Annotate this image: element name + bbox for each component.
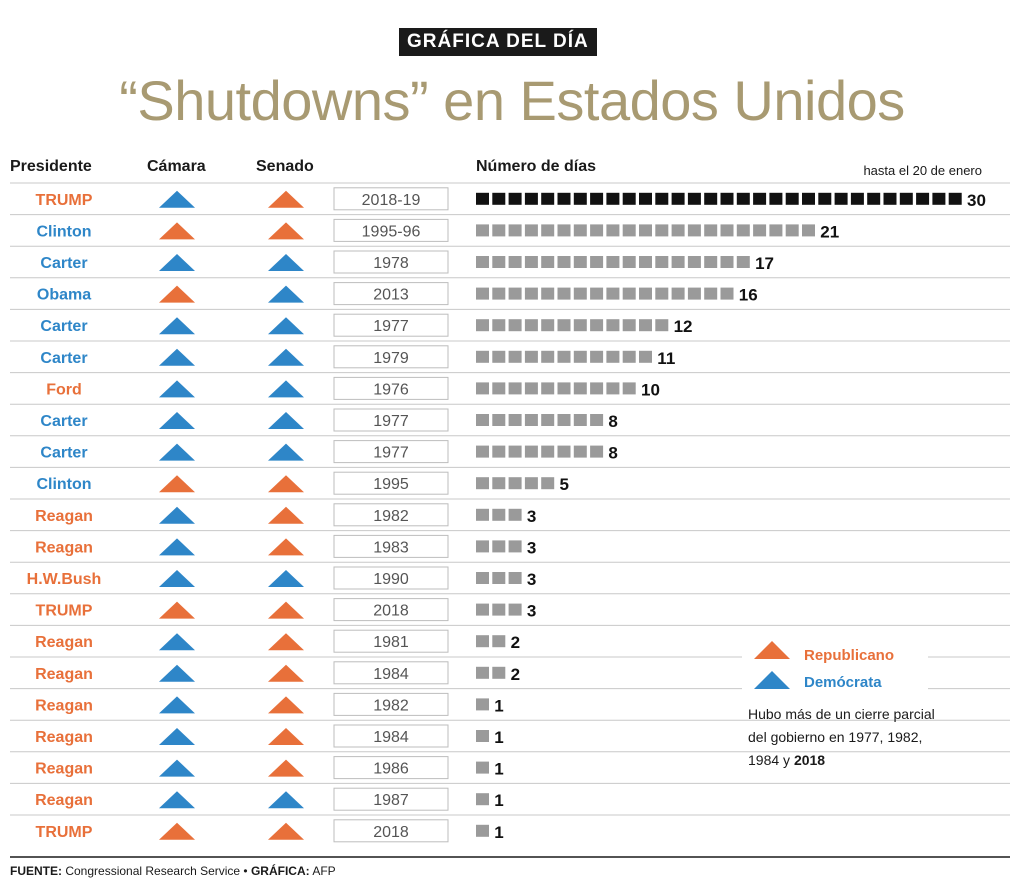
bar-day bbox=[623, 288, 636, 300]
bar-day bbox=[558, 288, 571, 300]
bar-day bbox=[590, 288, 603, 300]
bar-day bbox=[509, 572, 522, 584]
bar-day bbox=[476, 604, 489, 616]
bar-day bbox=[737, 193, 750, 205]
bar-day bbox=[541, 319, 554, 331]
year-label: 1995 bbox=[373, 476, 409, 494]
bar-day bbox=[525, 446, 538, 458]
value-label: 3 bbox=[526, 506, 537, 526]
bar-day bbox=[655, 319, 668, 331]
year-label: 1987 bbox=[373, 792, 409, 810]
camara-triangle-icon bbox=[159, 760, 195, 777]
senado-triangle-icon bbox=[268, 222, 304, 239]
president-label: Reagan bbox=[35, 507, 93, 525]
bar-day bbox=[672, 193, 685, 205]
bar-day bbox=[574, 193, 587, 205]
president-label: TRUMP bbox=[35, 823, 93, 841]
bar-day bbox=[753, 224, 766, 236]
bar-day bbox=[916, 193, 929, 205]
bar-day bbox=[492, 288, 505, 300]
year-label: 1982 bbox=[373, 507, 409, 525]
camara-triangle-icon bbox=[159, 633, 195, 650]
president-label: Reagan bbox=[35, 697, 93, 715]
legend-republicano-icon bbox=[752, 639, 792, 661]
bar-day bbox=[525, 414, 538, 426]
year-label: 1986 bbox=[373, 760, 409, 778]
bar-day bbox=[574, 224, 587, 236]
value-label: 11 bbox=[657, 348, 676, 368]
bar-day bbox=[590, 382, 603, 394]
bar-day bbox=[558, 414, 571, 426]
bar-day bbox=[818, 193, 831, 205]
bar-day bbox=[541, 414, 554, 426]
bar-day bbox=[509, 351, 522, 363]
camara-triangle-icon bbox=[159, 349, 195, 366]
column-header-camara: Cámara bbox=[147, 158, 206, 175]
year-label: 1995-96 bbox=[361, 223, 421, 241]
bar-day bbox=[558, 446, 571, 458]
president-label: Carter bbox=[40, 255, 88, 272]
bar-day bbox=[558, 193, 571, 205]
bar-day bbox=[639, 193, 652, 205]
legend-note: Hubo más de un cierre parcial del gobierno en 1977, 1982, 1984 y 2018 bbox=[748, 706, 935, 768]
bar-day bbox=[492, 351, 505, 363]
value-label: 3 bbox=[526, 538, 537, 558]
bar-day bbox=[509, 446, 522, 458]
year-label: 1977 bbox=[373, 444, 409, 462]
bar-day bbox=[672, 256, 685, 268]
bar-day bbox=[492, 319, 505, 331]
bar-day bbox=[721, 193, 734, 205]
president-label: Reagan bbox=[35, 665, 93, 683]
senado-triangle-icon bbox=[268, 254, 304, 271]
senado-triangle-icon bbox=[268, 380, 304, 397]
bar-day bbox=[476, 698, 489, 710]
senado-triangle-icon bbox=[268, 349, 304, 366]
camara-triangle-icon bbox=[159, 823, 195, 840]
bar-day bbox=[558, 382, 571, 394]
bar-day bbox=[639, 288, 652, 300]
bar-day bbox=[672, 288, 685, 300]
president-label: Ford bbox=[46, 381, 82, 399]
bar-day bbox=[476, 762, 489, 774]
bar-day bbox=[509, 509, 522, 521]
bar-day bbox=[509, 382, 522, 394]
senado-triangle-icon bbox=[268, 444, 304, 461]
bar-day bbox=[525, 224, 538, 236]
bar-day bbox=[492, 635, 505, 647]
senado-triangle-icon bbox=[268, 475, 304, 492]
bar-day bbox=[590, 351, 603, 363]
legend-republicano-label: Republicano bbox=[804, 647, 895, 664]
bar-day bbox=[509, 193, 522, 205]
bar-day bbox=[476, 509, 489, 521]
year-label: 1977 bbox=[373, 413, 409, 430]
bar-day bbox=[574, 288, 587, 300]
bar-day bbox=[655, 288, 668, 300]
bar-day bbox=[606, 288, 619, 300]
bar-day bbox=[590, 414, 603, 426]
bar-day bbox=[574, 319, 587, 331]
value-label: 16 bbox=[738, 285, 758, 305]
bar-day bbox=[574, 414, 587, 426]
bar-day bbox=[492, 414, 505, 426]
bar-day bbox=[476, 224, 489, 236]
year-label: 1990 bbox=[373, 571, 409, 588]
senado-triangle-icon bbox=[268, 760, 304, 777]
bar-day bbox=[802, 193, 815, 205]
bar-day bbox=[802, 224, 815, 236]
value-label: 17 bbox=[755, 254, 775, 273]
as-of-note: hasta el 20 de enero bbox=[863, 163, 982, 178]
bar-day bbox=[623, 351, 636, 363]
value-label: 2 bbox=[510, 664, 521, 684]
value-label: 1 bbox=[494, 759, 504, 779]
bar-day bbox=[623, 319, 636, 331]
bar-day bbox=[753, 193, 766, 205]
bar-day bbox=[639, 224, 652, 236]
bar-day bbox=[606, 193, 619, 205]
senado-triangle-icon bbox=[268, 317, 304, 334]
president-label: Reagan bbox=[35, 539, 93, 557]
bar-day bbox=[737, 224, 750, 236]
value-label: 1 bbox=[494, 822, 504, 842]
legend-democrata-label: Demócrata bbox=[804, 674, 882, 691]
bar-day bbox=[704, 256, 717, 268]
year-label: 1984 bbox=[373, 665, 409, 683]
president-label: Carter bbox=[40, 413, 88, 430]
year-label: 2018 bbox=[373, 602, 409, 620]
camara-triangle-icon bbox=[159, 475, 195, 492]
bar-day bbox=[688, 288, 701, 300]
president-label: Reagan bbox=[35, 634, 93, 652]
bar-day bbox=[704, 193, 717, 205]
camara-triangle-icon bbox=[159, 665, 195, 682]
bar-day bbox=[525, 382, 538, 394]
bar-day bbox=[688, 224, 701, 236]
bar-day bbox=[574, 351, 587, 363]
bar-day bbox=[606, 224, 619, 236]
bar-day bbox=[476, 414, 489, 426]
president-label: Carter bbox=[40, 444, 88, 462]
camara-triangle-icon bbox=[159, 538, 195, 555]
value-label: 8 bbox=[608, 412, 618, 431]
bar-day bbox=[900, 193, 913, 205]
president-label: Reagan bbox=[35, 760, 93, 778]
bar-day bbox=[721, 256, 734, 268]
bar-day bbox=[688, 193, 701, 205]
bar-day bbox=[590, 193, 603, 205]
president-label: Clinton bbox=[36, 223, 92, 241]
bar-day bbox=[558, 351, 571, 363]
bar-day bbox=[476, 635, 489, 647]
senado-triangle-icon bbox=[268, 823, 304, 840]
legend-democrata-icon bbox=[752, 669, 792, 691]
president-label: TRUMP bbox=[35, 602, 93, 620]
bar-day bbox=[606, 351, 619, 363]
president-label: H.W.Bush bbox=[26, 571, 102, 588]
bar-day bbox=[655, 256, 668, 268]
year-label: 1983 bbox=[373, 539, 409, 557]
value-label: 21 bbox=[820, 222, 840, 242]
section-tag: GRÁFICA DEL DÍA bbox=[399, 28, 597, 56]
senado-triangle-icon bbox=[268, 286, 304, 303]
president-label: Clinton bbox=[36, 476, 92, 494]
bar-day bbox=[655, 224, 668, 236]
camara-triangle-icon bbox=[159, 507, 195, 524]
senado-triangle-icon bbox=[268, 507, 304, 524]
camara-triangle-icon bbox=[159, 570, 195, 587]
president-label: Carter bbox=[40, 349, 88, 367]
bar-day bbox=[525, 477, 538, 489]
senado-triangle-icon bbox=[268, 412, 304, 429]
bar-day bbox=[655, 193, 668, 205]
camara-triangle-icon bbox=[159, 444, 195, 461]
camara-triangle-icon bbox=[159, 222, 195, 239]
bar-day bbox=[721, 288, 734, 300]
camara-triangle-icon bbox=[159, 317, 195, 334]
bar-day bbox=[476, 193, 489, 205]
camara-triangle-icon bbox=[159, 254, 195, 271]
bar-day bbox=[884, 193, 897, 205]
bar-day bbox=[509, 319, 522, 331]
bar-day bbox=[558, 319, 571, 331]
bar-day bbox=[835, 193, 848, 205]
bar-day bbox=[492, 193, 505, 205]
column-header-presidente: Presidente bbox=[10, 158, 92, 175]
senado-triangle-icon bbox=[268, 665, 304, 682]
bar-day bbox=[509, 604, 522, 616]
bar-day bbox=[476, 351, 489, 363]
year-label: 2018-19 bbox=[361, 191, 421, 209]
bar-day bbox=[704, 224, 717, 236]
camara-triangle-icon bbox=[159, 696, 195, 713]
bar-day bbox=[476, 256, 489, 268]
year-label: 1976 bbox=[373, 381, 409, 399]
bar-day bbox=[786, 193, 799, 205]
bar-day bbox=[558, 224, 571, 236]
bar-day bbox=[769, 193, 782, 205]
bar-day bbox=[492, 224, 505, 236]
camara-triangle-icon bbox=[159, 602, 195, 619]
bar-day bbox=[688, 256, 701, 268]
bar-day bbox=[623, 224, 636, 236]
bar-day bbox=[509, 477, 522, 489]
year-label: 2013 bbox=[373, 286, 409, 304]
value-label: 2 bbox=[510, 633, 521, 653]
bar-day bbox=[525, 319, 538, 331]
senado-triangle-icon bbox=[268, 602, 304, 619]
bar-day bbox=[476, 730, 489, 742]
bar-day bbox=[509, 288, 522, 300]
bar-day bbox=[492, 256, 505, 268]
bar-day bbox=[606, 382, 619, 394]
bar-day bbox=[639, 256, 652, 268]
senado-triangle-icon bbox=[268, 728, 304, 745]
bar-day bbox=[786, 224, 799, 236]
source-line: FUENTE: Congressional Research Service • GRÁFICA: AFP bbox=[10, 864, 336, 878]
value-label: 30 bbox=[967, 190, 986, 210]
bar-day bbox=[492, 382, 505, 394]
value-label: 12 bbox=[673, 317, 693, 337]
bar-day bbox=[525, 193, 538, 205]
bar-day bbox=[590, 319, 603, 331]
bar-day bbox=[476, 793, 489, 805]
bar-day bbox=[623, 256, 636, 268]
value-label: 1 bbox=[494, 791, 504, 811]
year-label: 1984 bbox=[373, 729, 409, 746]
bar-day bbox=[606, 319, 619, 331]
bar-day bbox=[574, 382, 587, 394]
bar-day bbox=[492, 446, 505, 458]
bar-day bbox=[525, 256, 538, 268]
year-label: 2018 bbox=[373, 823, 409, 841]
value-label: 1 bbox=[494, 728, 504, 747]
bar-day bbox=[525, 288, 538, 300]
bar-day bbox=[492, 509, 505, 521]
bar-day bbox=[541, 351, 554, 363]
bar-day bbox=[476, 572, 489, 584]
column-header-senado: Senado bbox=[256, 158, 314, 175]
bar-day bbox=[509, 256, 522, 268]
bar-day bbox=[476, 477, 489, 489]
bar-day bbox=[672, 224, 685, 236]
bar-day bbox=[541, 224, 554, 236]
bar-day bbox=[492, 540, 505, 552]
bar-day bbox=[541, 446, 554, 458]
bar-day bbox=[476, 288, 489, 300]
bar-day bbox=[476, 825, 489, 837]
value-label: 5 bbox=[559, 475, 569, 495]
senado-triangle-icon bbox=[268, 791, 304, 808]
bar-day bbox=[476, 446, 489, 458]
bar-day bbox=[590, 446, 603, 458]
bar-day bbox=[639, 351, 652, 363]
president-label: TRUMP bbox=[35, 191, 93, 209]
bar-day bbox=[574, 446, 587, 458]
bar-day bbox=[492, 572, 505, 584]
bar-day bbox=[932, 193, 945, 205]
bar-day bbox=[574, 256, 587, 268]
camara-triangle-icon bbox=[159, 412, 195, 429]
bar-day bbox=[737, 256, 750, 268]
bar-day bbox=[541, 477, 554, 489]
bar-day bbox=[769, 224, 782, 236]
value-label: 3 bbox=[526, 570, 537, 589]
president-label: Obama bbox=[36, 286, 92, 304]
bar-day bbox=[541, 382, 554, 394]
bar-day bbox=[492, 667, 505, 679]
value-label: 8 bbox=[608, 443, 618, 463]
year-label: 1979 bbox=[373, 349, 409, 367]
camara-triangle-icon bbox=[159, 286, 195, 303]
bar-day bbox=[476, 667, 489, 679]
bar-day bbox=[606, 256, 619, 268]
bar-day bbox=[509, 414, 522, 426]
senado-triangle-icon bbox=[268, 538, 304, 555]
camara-triangle-icon bbox=[159, 191, 195, 208]
bar-day bbox=[541, 288, 554, 300]
year-label: 1978 bbox=[373, 255, 409, 272]
bar-day bbox=[492, 604, 505, 616]
bar-day bbox=[851, 193, 864, 205]
bar-day bbox=[541, 193, 554, 205]
value-label: 10 bbox=[641, 380, 660, 400]
bar-day bbox=[704, 288, 717, 300]
camara-triangle-icon bbox=[159, 380, 195, 397]
bar-day bbox=[639, 319, 652, 331]
camara-triangle-icon bbox=[159, 728, 195, 745]
bar-day bbox=[492, 477, 505, 489]
value-label: 1 bbox=[494, 696, 504, 716]
president-label: Reagan bbox=[35, 792, 93, 810]
value-label: 3 bbox=[526, 601, 537, 621]
bar-day bbox=[525, 351, 538, 363]
column-header-dias: Número de días bbox=[476, 158, 597, 175]
bar-day bbox=[590, 256, 603, 268]
year-label: 1982 bbox=[373, 697, 409, 715]
bar-day bbox=[558, 256, 571, 268]
senado-triangle-icon bbox=[268, 633, 304, 650]
bar-day bbox=[867, 193, 880, 205]
camara-triangle-icon bbox=[159, 791, 195, 808]
bar-day bbox=[721, 224, 734, 236]
president-label: Reagan bbox=[35, 729, 93, 746]
bar-day bbox=[541, 256, 554, 268]
bar-day bbox=[590, 224, 603, 236]
bar-day bbox=[509, 224, 522, 236]
bar-day bbox=[476, 319, 489, 331]
bar-day bbox=[949, 193, 962, 205]
page-title: “Shutdowns” en Estados Unidos bbox=[119, 69, 905, 132]
bar-day bbox=[623, 193, 636, 205]
year-label: 1977 bbox=[373, 318, 409, 336]
senado-triangle-icon bbox=[268, 191, 304, 208]
year-label: 1981 bbox=[373, 634, 409, 652]
bar-day bbox=[623, 382, 636, 394]
president-label: Carter bbox=[40, 318, 88, 336]
bar-day bbox=[476, 540, 489, 552]
senado-triangle-icon bbox=[268, 696, 304, 713]
bar-day bbox=[509, 540, 522, 552]
senado-triangle-icon bbox=[268, 570, 304, 587]
bar-day bbox=[476, 382, 489, 394]
